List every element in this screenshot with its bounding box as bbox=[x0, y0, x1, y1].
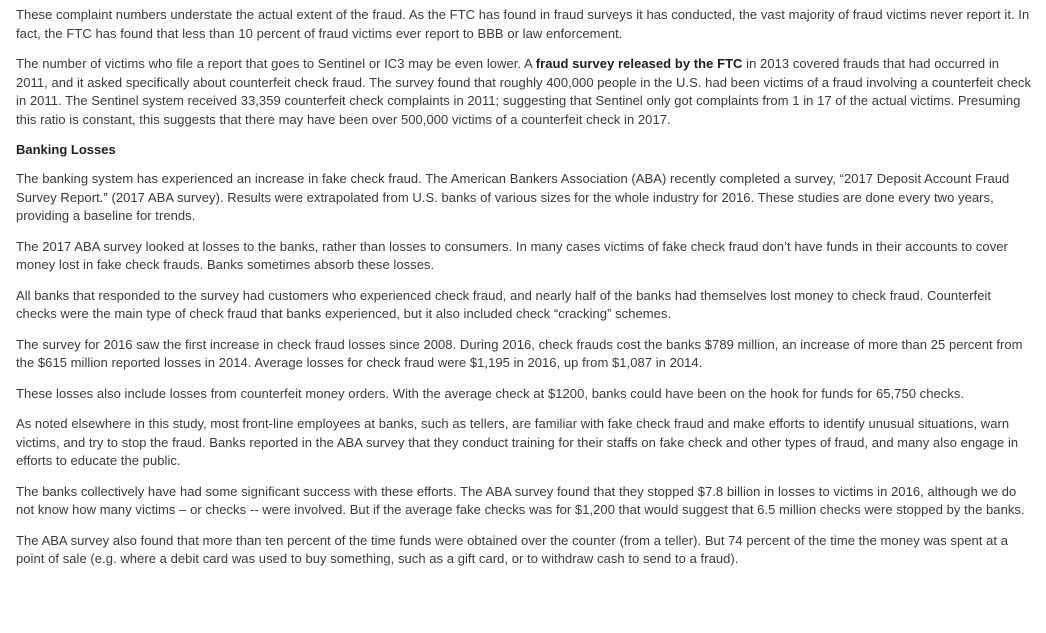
paragraph-survey-2016: The survey for 2016 saw the first increase in check fraud losses since 2008. During 2016, check frauds cost the banks $789 million, an increase of more than 25 percent from the $615 million reported losses in 2014. Average losses for check fraud were $1,195 in 2016, up from $1,087 in 2014. bbox=[16, 336, 1023, 370]
paragraph-text: in 2013 covered frauds that had occurred in 2011, and it asked specifically about counterfeit check fraud. The survey found that roughly 400,000 people in the U.S. had been victims of a fraud involving a counterfeit check in 2011. The Sentinel system received 33,359 counterfeit check complaints in 2011; suggesting that Sentinel only got complaints from 1 in 17 of the actual victims. Presuming this ratio is constant, this suggests that there may have been over 500,000 victims of a counterfeit check in 2017. bbox=[16, 56, 1032, 127]
paragraph-banking-system: The banking system has experienced an increase in fake check fraud. The American Bankers Association (ABA) recently completed a survey, “2017 Deposit Account Fraud Survey Report.” (2017 ABA survey). Results were extrapolated from U.S. banks of various sizes for the whole industry for 2016. These studies are done every two years, providing a baseline for trends. bbox=[16, 171, 1010, 223]
paragraph-money-orders: These losses also include losses from counterfeit money orders. With the average check at $1200, banks could have been on the hook for funds for 65,750 checks. bbox=[16, 385, 965, 401]
paragraph-complaint-numbers: These complaint numbers understate the actual extent of the fraud. As the FTC has found in fraud surveys it has conducted, the vast majority of fraud victims never report it. In fact, the FTC has found that less than 10 percent of fraud victims ever report to BBB or law enforcement. bbox=[16, 7, 1030, 41]
paragraph-text: The number of victims who file a report that goes to Sentinel or IC3 may be even lower. A bbox=[16, 56, 536, 71]
paragraph-aba-survey-losses: The 2017 ABA survey looked at losses to the banks, rather than losses to consumers. In many cases victims of fake check fraud don’t have funds in their accounts to cover money lost in fake check frauds. Banks sometimes absorb these losses. bbox=[16, 238, 1008, 272]
section-heading-banking-losses: Banking Losses bbox=[16, 142, 116, 157]
paragraph-front-line-employees: As noted elsewhere in this study, most front-line employees at banks, such as tellers, are familiar with fake check fraud and make efforts to identify unusual situations, warn victims, and try to stop the fraud. Banks reported in the ABA survey that they conduct training for their staffs on fake check and other types of fraud, and many also engage in efforts to educate the public. bbox=[16, 416, 1019, 468]
paragraph-banks-success: The banks collectively have had some significant success with these efforts. The ABA survey found that they stopped $7.8 billion in losses to victims in 2016, although we do not know how many victims – or checks -- were involved. But if the average fake checks was for $1,200 that would suggest that 6.5 million checks were stopped by the banks. bbox=[16, 483, 1025, 517]
paragraph-victim-reports bbox=[16, 55, 1032, 129]
paragraph-over-the-counter: The ABA survey also found that more than ten percent of the time funds were obtained over the counter (from a teller). But 74 percent of the time the money was spent at a point of sale (e.g. where a debit card was used to buy something, such as a gift card, or to withdraw cash to send to a fraud). bbox=[16, 532, 1008, 566]
paragraph-banks-customers: All banks that responded to the survey had customers who experienced check fraud, and nearly half of the banks had themselves lost money to check fraud. Counterfeit checks were the main type of check fraud that banks experienced, but it also included check “cracking” schemes. bbox=[16, 287, 992, 321]
ftc-survey-link[interactable]: fraud survey released by the FTC bbox=[535, 56, 743, 71]
